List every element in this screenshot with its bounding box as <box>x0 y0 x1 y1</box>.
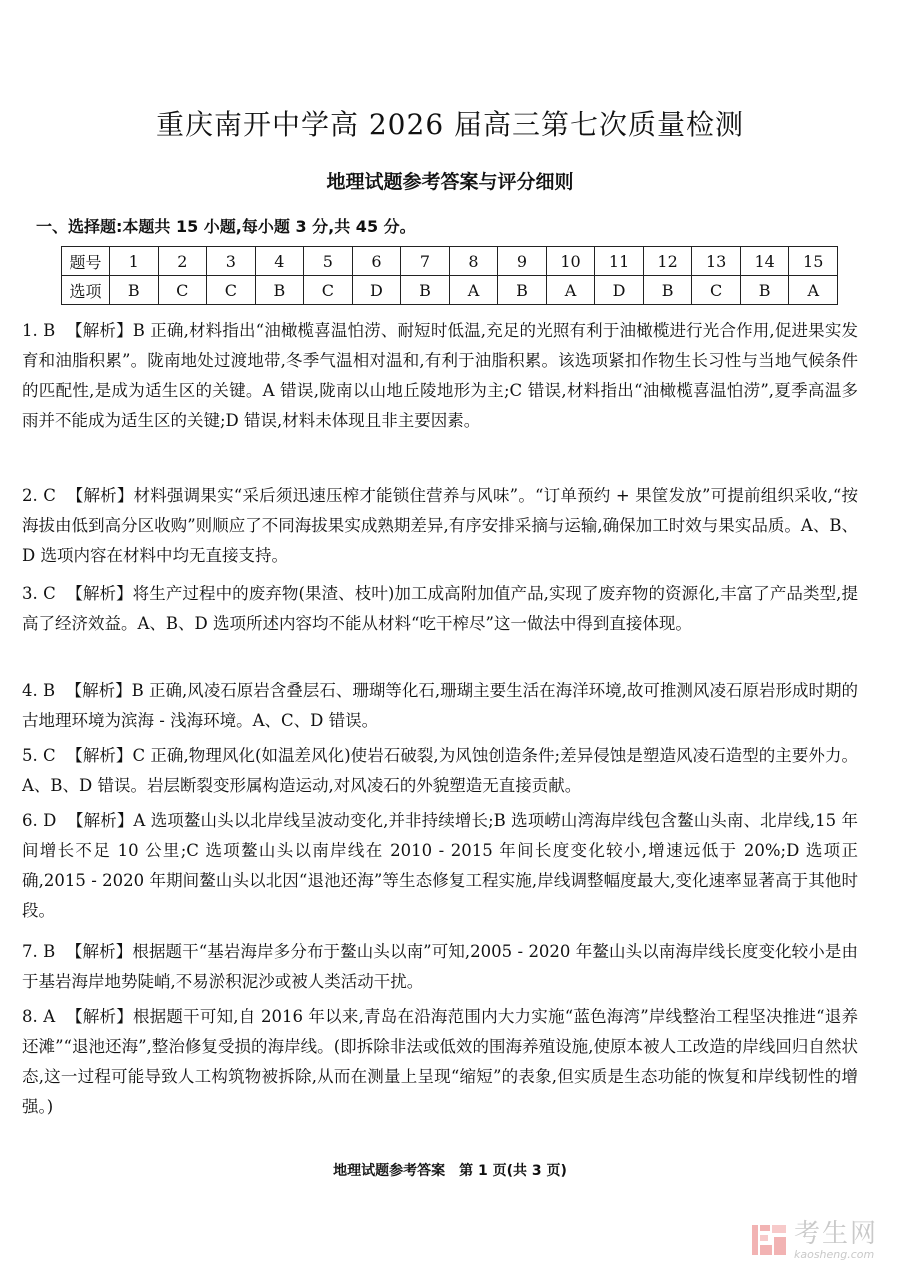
explanation-number: 5. C <box>22 746 56 765</box>
explanation-item <box>22 1002 858 1122</box>
explanation-item <box>22 806 858 926</box>
explanation-number: 6. D <box>22 811 57 830</box>
watermark-brand-url: kaosheng.com <box>793 1247 875 1261</box>
explanation-number: 7. B <box>22 942 56 961</box>
question-number-cell: 9 <box>498 247 547 276</box>
explanation-item <box>22 741 858 801</box>
answer-cell: B <box>643 276 692 305</box>
explanation-text: 【解析】材料强调果实“采后须迅速压榨才能锁住营养与风味”。“订单预约 + 果筐发放”可提前组织采收,“按海拔由低到高分区收购”则顺应了不同海拔果实成熟期差异,有序安排采摘与运输,确保加工时效与果实品质。A、B、D 选项内容在材料中均无直接支持。 <box>22 486 858 565</box>
answer-cell: D <box>595 276 644 305</box>
section-heading: 一、选择题:本题共 15 小题,每小题 3 分,共 45 分。 <box>36 217 416 236</box>
question-number-cell: 2 <box>158 247 207 276</box>
explanation-item <box>22 676 858 736</box>
explanation-text: 【解析】C 正确,物理风化(如温差风化)使岩石破裂,为风蚀创造条件;差异侵蚀是塑造风凌石造型的主要外力。A、B、D 错误。岩层断裂变形属构造运动,对风凌石的外貌塑造无直接贡献。 <box>22 746 858 795</box>
answer-cell: A <box>449 276 498 305</box>
answer-cell: C <box>207 276 256 305</box>
kaosheng-logo-icon <box>750 1221 788 1259</box>
row-label-number: 题号 <box>62 247 110 276</box>
explanation-text: 【解析】将生产过程中的废弃物(果渣、枝叶)加工成高附加值产品,实现了废弃物的资源化,丰富了产品类型,提高了经济效益。A、B、D 选项所述内容均不能从材料“吃干榨尽”这一做法中得到直接体现。 <box>22 584 858 633</box>
question-number-cell: 4 <box>255 247 304 276</box>
answer-cell: D <box>352 276 401 305</box>
answer-table-number-row <box>62 247 838 276</box>
answer-table <box>61 246 838 305</box>
answer-cell: C <box>304 276 353 305</box>
question-number-cell: 11 <box>595 247 644 276</box>
watermark-brand <box>793 1218 878 1261</box>
question-number-cell: 13 <box>692 247 741 276</box>
question-number-cell: 6 <box>352 247 401 276</box>
question-number-cell: 15 <box>789 247 838 276</box>
explanation-text: 【解析】根据题干可知,自 2016 年以来,青岛在沿海范围内大力实施“蓝色海湾”岸线整治工程坚决推进“退养还滩”“退池还海”,整治修复受损的海岸线。(即拆除非法或低效的围海养殖设施,使原本被人工改造的岸线回归自然状态,这一过程可能导致人工构筑物被拆除,从而在测量上呈现“缩短”的表象,但实质是生态功能的恢复和岸线韧性的增强。) <box>22 1007 859 1116</box>
explanation-text: 【解析】根据题干“基岩海岸多分布于鳌山头以南”可知,2005 - 2020 年鳌山头以南海岸线长度变化较小是由于基岩海岸地势陡峭,不易淤积泥沙或被人类活动干扰。 <box>22 942 858 991</box>
answer-cell: C <box>692 276 741 305</box>
explanation-number: 4. B <box>22 681 56 700</box>
answer-table-answer-row <box>62 276 838 305</box>
question-number-cell: 3 <box>207 247 256 276</box>
explanation-item <box>22 481 858 571</box>
answer-cell: B <box>498 276 547 305</box>
question-number-cell: 8 <box>449 247 498 276</box>
page-title: 重庆南开中学高 2026 届高三第七次质量检测 <box>155 108 745 141</box>
explanation-item <box>22 316 858 436</box>
answer-cell: B <box>401 276 450 305</box>
explanation-text: 【解析】B 正确,风凌石原岩含叠层石、珊瑚等化石,珊瑚主要生活在海洋环境,故可推测风凌石原岩形成时期的古地理环境为滨海 - 浅海环境。A、C、D 错误。 <box>22 681 858 730</box>
explanation-item <box>22 579 858 639</box>
question-number-cell: 14 <box>740 247 789 276</box>
answer-cell: B <box>255 276 304 305</box>
answer-cell: B <box>110 276 159 305</box>
watermark-logo <box>750 1218 878 1262</box>
explanation-number: 8. A <box>22 1007 56 1026</box>
explanation-text: 【解析】A 选项鳌山头以北岸线呈波动变化,并非持续增长;B 选项崂山湾海岸线包含鳌山头南、北岸线,15 年间增长不足 10 公里;C 选项鳌山头以南岸线在 2010 - 2015 年间长度变化较小,增速远低于 20%;D 选项正确,2015 - 2020 年期间鳌山头以北因“退池还海”等生态修复工程实施,岸线调整幅度最大,变化速率显著高于其他时段。 <box>22 811 859 920</box>
question-number-cell: 1 <box>110 247 159 276</box>
explanation-text: 【解析】B 正确,材料指出“油橄榄喜温怕涝、耐短时低温,充足的光照有利于油橄榄进行光合作用,促进果实发育和油脂积累”。陇南地处过渡地带,冬季气温相对温和,有利于油脂积累。该选项紧扣作物生长习性与当地气候条件的匹配性,是成为适生区的关键。A 错误,陇南以山地丘陵地形为主;C 错误,材料指出“油橄榄喜温怕涝”,夏季高温多雨并不能成为适生区的关键;D 错误,材料未体现且非主要因素。 <box>22 321 858 430</box>
answer-cell: B <box>740 276 789 305</box>
explanation-item <box>22 937 858 997</box>
watermark-brand-name: 考生网 <box>793 1218 878 1249</box>
page-footer: 地理试题参考答案 第 1 页(共 3 页) <box>333 1163 567 1179</box>
question-number-cell: 7 <box>401 247 450 276</box>
answer-cell: A <box>789 276 838 305</box>
row-label-answer: 选项 <box>62 276 110 305</box>
question-number-cell: 5 <box>304 247 353 276</box>
question-number-cell: 10 <box>546 247 595 276</box>
answer-cell: C <box>158 276 207 305</box>
explanation-number: 2. C <box>22 486 56 505</box>
explanation-number: 3. C <box>22 584 56 603</box>
question-number-cell: 12 <box>643 247 692 276</box>
answer-cell: A <box>546 276 595 305</box>
page-subtitle: 地理试题参考答案与评分细则 <box>326 171 574 193</box>
explanation-number: 1. B <box>22 321 56 340</box>
